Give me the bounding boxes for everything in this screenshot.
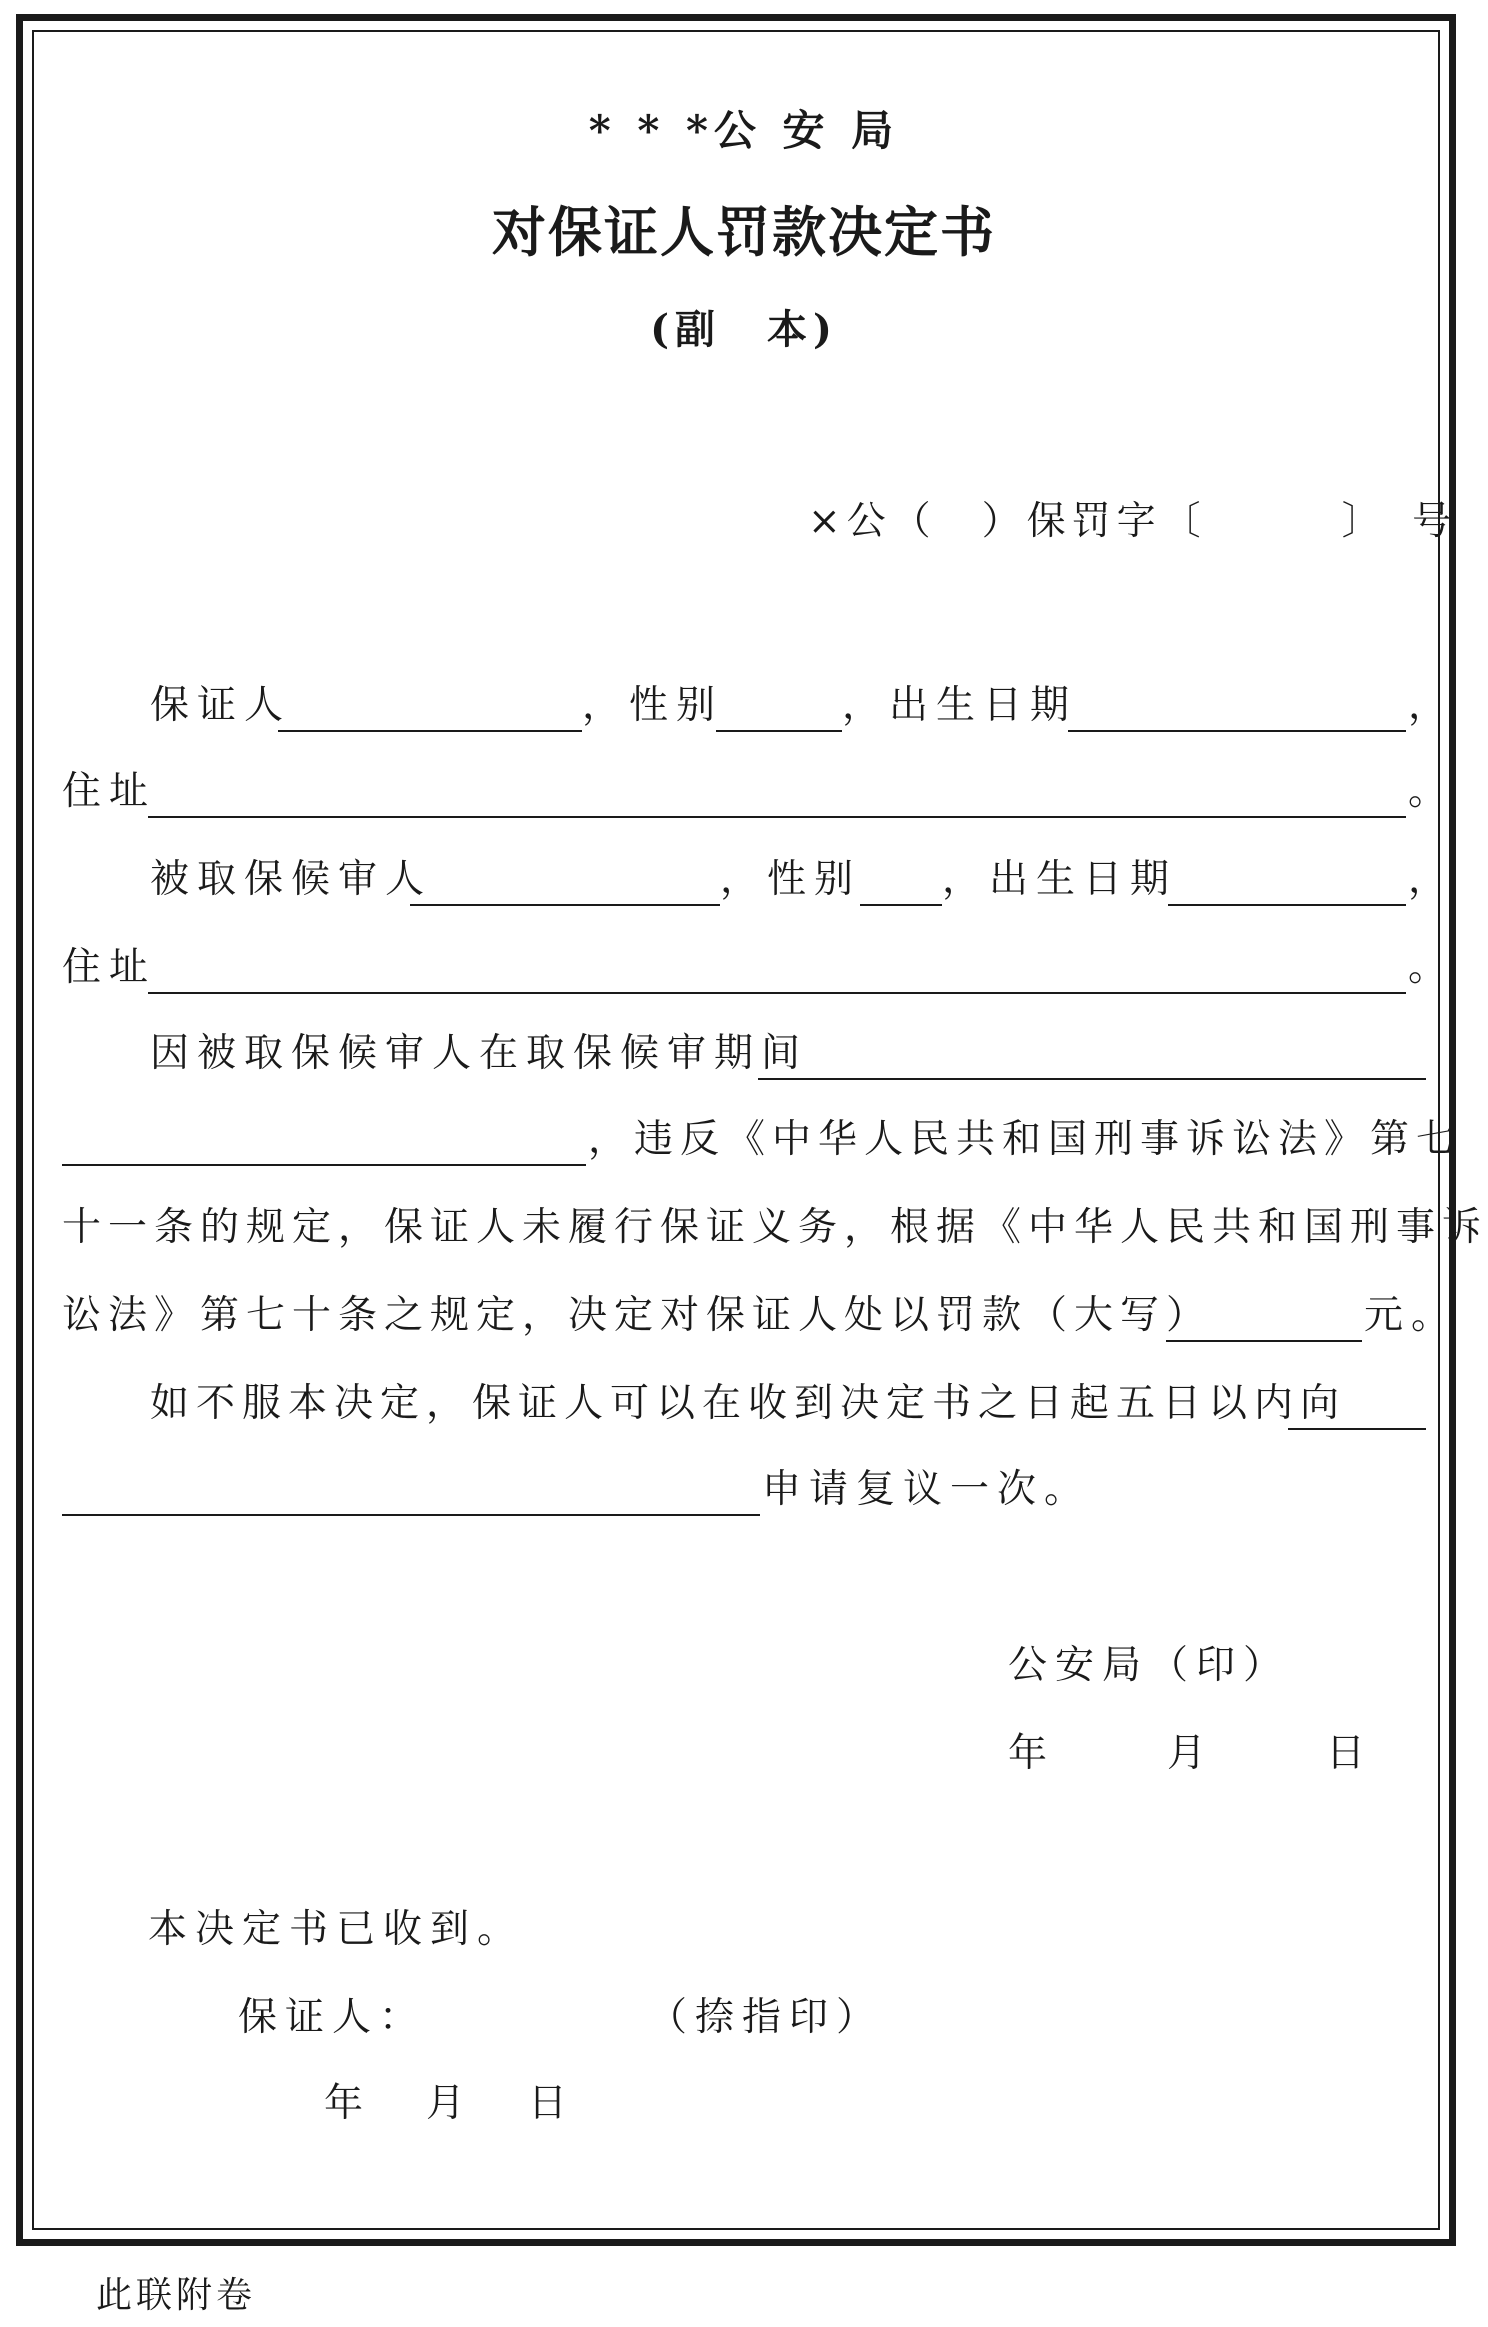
guarantor-address-field[interactable] [148, 816, 1406, 818]
fingerprint-label: （捺指印） [648, 1995, 884, 2040]
reason-field[interactable] [758, 1078, 1426, 1080]
copy-label: (副 本) [650, 306, 838, 353]
comma: ， [1408, 857, 1456, 902]
appeal-text: 如不服本决定，保证人可以在收到决定书之日起五日以内向 [150, 1381, 1347, 1426]
suspect-label: 被取保候审人 [150, 857, 433, 902]
guarantor-name-field[interactable] [278, 730, 582, 732]
currency-unit: 元。 [1364, 1293, 1459, 1338]
suspect-dob-label: ，出生日期 [942, 857, 1178, 902]
body-text-line: 讼法》第七十条之规定，决定对保证人处以罚款（大写） [62, 1293, 1213, 1338]
appeal-end-text: 申请复议一次。 [762, 1467, 1092, 1512]
guarantor-signature-label: 保证人： [238, 1995, 427, 2040]
guarantor-dob-field[interactable] [1068, 730, 1406, 732]
suspect-dob-field[interactable] [1168, 904, 1406, 906]
comma: ， [1408, 683, 1456, 728]
reason-intro: 因被取保候审人在取保候审期间 [150, 1031, 809, 1076]
document-number: ×公（ ）保罚字〔 〕 号 [808, 499, 1458, 544]
fine-amount-field[interactable] [1166, 1340, 1362, 1342]
appeal-agency-field-continued[interactable] [62, 1514, 760, 1516]
guarantor-label: 保证人 [150, 683, 292, 728]
period: 。 [1408, 769, 1456, 814]
agency-seal: 公安局（印） [1008, 1643, 1291, 1688]
guarantor-address-label: 住址 [62, 769, 157, 814]
guarantor-sex-label: ，性别 [582, 683, 724, 728]
suspect-sex-field[interactable] [860, 904, 942, 906]
suspect-address-label: 住址 [62, 945, 157, 990]
guarantor-sex-field[interactable] [716, 730, 842, 732]
document-title: 对保证人罚款决定书 [492, 200, 996, 264]
reason-field-continued[interactable] [62, 1164, 586, 1166]
period: 。 [1408, 945, 1456, 990]
agency-name: * * *公 安 局 [588, 106, 900, 155]
appeal-agency-field[interactable] [1288, 1428, 1426, 1430]
suspect-address-field[interactable] [148, 992, 1406, 994]
suspect-name-field[interactable] [410, 904, 720, 906]
receipt-statement: 本决定书已收到。 [148, 1907, 525, 1952]
archive-note: 此联附卷 [96, 2275, 257, 2316]
violation-text: ，违反《中华人民共和国刑事诉讼法》第七 [588, 1117, 1463, 1162]
body-text-line: 十一条的规定，保证人未履行保证义务，根据《中华人民共和国刑事诉 [62, 1205, 1488, 1250]
issue-date: 年 月 日 [1008, 1731, 1380, 1776]
guarantor-dob-label: ，出生日期 [842, 683, 1078, 728]
receipt-date: 年 月 日 [324, 2081, 580, 2126]
suspect-sex-label: ，性别 [720, 857, 862, 902]
